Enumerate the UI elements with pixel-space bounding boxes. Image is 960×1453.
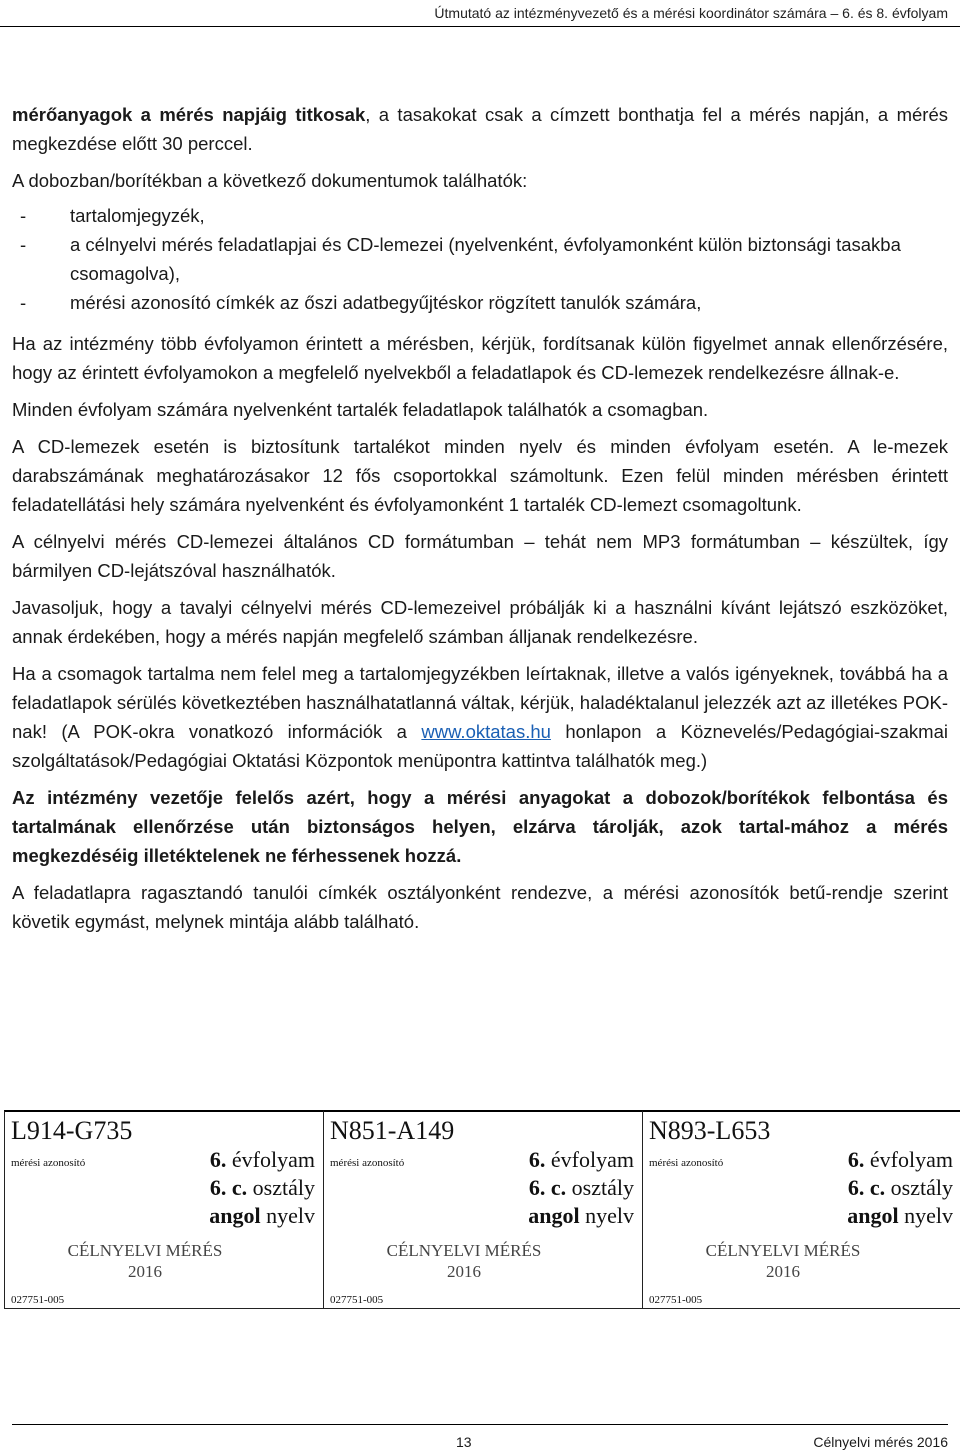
oktatas-link[interactable]: www.oktatas.hu	[421, 721, 551, 742]
label-title: CÉLNYELVI MÉRÉS 2016	[67, 1241, 223, 1281]
label-id-caption: mérési azonosító	[649, 1157, 724, 1169]
list-item: - tartalomjegyzék,	[20, 205, 205, 226]
label-title: CÉLNYELVI MÉRÉS 2016	[386, 1241, 542, 1281]
paragraph-box-contents: A dobozban/borítékban a következő dokumentumok találhatók:	[12, 170, 528, 191]
paragraph-head-responsibility: Az intézmény vezetője felelős azért, hogy a mérési anyagokat a dobozok/borítékok felbontása és tartalmának ellenőrzése után biztonságos helyen, elzárva tárolják, azok tartal-mához a mérés megkezdéséig illetéktelenek ne férhessenek hozzá.	[12, 787, 948, 866]
label-class: 6. c. osztály	[847, 1175, 953, 1200]
label-grade: 6. évfolyam	[528, 1147, 634, 1172]
paragraph-report-issues: Ha a csomagok tartalma nem felel meg a tartalomjegyzékben leírtaknak, illetve a valós igényeknek, továbbá ha a feladatlapok sérülés következtében használhatatlanná váltak, kérjük, haladéktalanul jelezzék azt az illetékes POK-nak! (A POK-okra vonatkozó információk a www.oktatas.hu honlapon a Köznevelés/Pedagógiai-szakmai szolgáltatások/Pedagógiai Oktatási Központok menüpontra kattintva találhatók meg.)	[12, 663, 948, 771]
label-class: 6. c. osztály	[209, 1175, 315, 1200]
header-title: Útmutató az intézményvezető és a mérési koordinátor számára – 6. és 8. évfolyam	[434, 5, 948, 21]
label-code: N851-A149	[330, 1116, 455, 1145]
list-item: - mérési azonosító címkék az őszi adatbegyűjtéskor rögzített tanulók számára,	[20, 292, 702, 313]
paragraph-spare-sheets: Minden évfolyam számára nyelvenként tartalék feladatlapok találhatók a csomagban.	[12, 399, 709, 420]
label-title: CÉLNYELVI MÉRÉS 2016	[705, 1241, 861, 1281]
paragraph-cd-format: A célnyelvi mérés CD-lemezei általános CD formátumban – tehát nem MP3 formátumban – készültek, így bármilyen CD-lejátszóval használhatók.	[12, 531, 948, 581]
label-code: N893-L653	[649, 1116, 771, 1145]
label-code: L914-G735	[11, 1116, 133, 1145]
paragraph-secrecy: mérőanyagok a mérés napjáig titkosak, a tasakokat csak a címzett bonthatja fel a mérés napján, a mérés megkezdése előtt 30 perccel.	[12, 104, 948, 154]
page-number: 13	[456, 1434, 472, 1450]
paragraph-label-order: A feladatlapra ragasztandó tanulói címkék osztályonként rendezve, a mérési azonosítók betű-rendje szerint követik egymást, melynek mintája alább található.	[12, 882, 948, 932]
label-number: 027751-005	[649, 1294, 703, 1306]
label-id-caption: mérési azonosító	[330, 1157, 405, 1169]
footer-doc-title: Célnyelvi mérés 2016	[813, 1434, 948, 1450]
label-class: 6. c. osztály	[528, 1175, 634, 1200]
label-grade: 6. évfolyam	[847, 1147, 953, 1172]
student-label	[4, 1110, 324, 1309]
label-number: 027751-005	[11, 1294, 65, 1306]
label-language: angol nyelv	[528, 1203, 634, 1228]
student-label	[642, 1110, 960, 1309]
document-body	[12, 100, 948, 944]
sample-labels	[4, 1110, 960, 1308]
page-header	[0, 0, 960, 27]
list-item: - a célnyelvi mérés feladatlapjai és CD-lemezei (nyelvenként, évfolyamonként külön biztonsági tasakba csomagolva),	[20, 234, 901, 284]
page-footer	[12, 1424, 948, 1453]
label-id-caption: mérési azonosító	[11, 1157, 86, 1169]
paragraph-multiple-grades: Ha az intézmény több évfolyamon érintett a mérésben, kérjük, fordítsanak külön figyelmet annak ellenőrzésére, hogy az érintett évfolyamokon a megfelelő nyelvekből a feladatlapok és CD-lemezek rendelkezésre állnak-e.	[12, 333, 948, 383]
label-grade: 6. évfolyam	[209, 1147, 315, 1172]
paragraph-test-players: Javasoljuk, hogy a tavalyi célnyelvi mérés CD-lemezeivel próbálják ki a használni kívánt lejátszó eszközöket, annak érdekében, hogy a mérés napján megfelelő számban álljanak rendelkezésre.	[12, 597, 948, 647]
contents-list	[12, 201, 948, 317]
paragraph-spare-cds: A CD-lemezek esetén is biztosítunk tartalékot minden nyelv és minden évfolyam esetén. A le-mezek darabszámának meghatározásakor 12 fős csoportokkal számoltunk. Ezen felül minden mérésben érintett feladatellátási hely számára nyelvenként és évfolyamonként 1 tartalék CD-lemezt csomagoltunk.	[12, 436, 948, 515]
label-number: 027751-005	[330, 1294, 384, 1306]
label-language: angol nyelv	[209, 1203, 315, 1228]
bold-text: mérőanyagok a mérés napjáig titkosak	[12, 104, 366, 125]
label-language: angol nyelv	[847, 1203, 953, 1228]
student-label	[323, 1110, 643, 1309]
